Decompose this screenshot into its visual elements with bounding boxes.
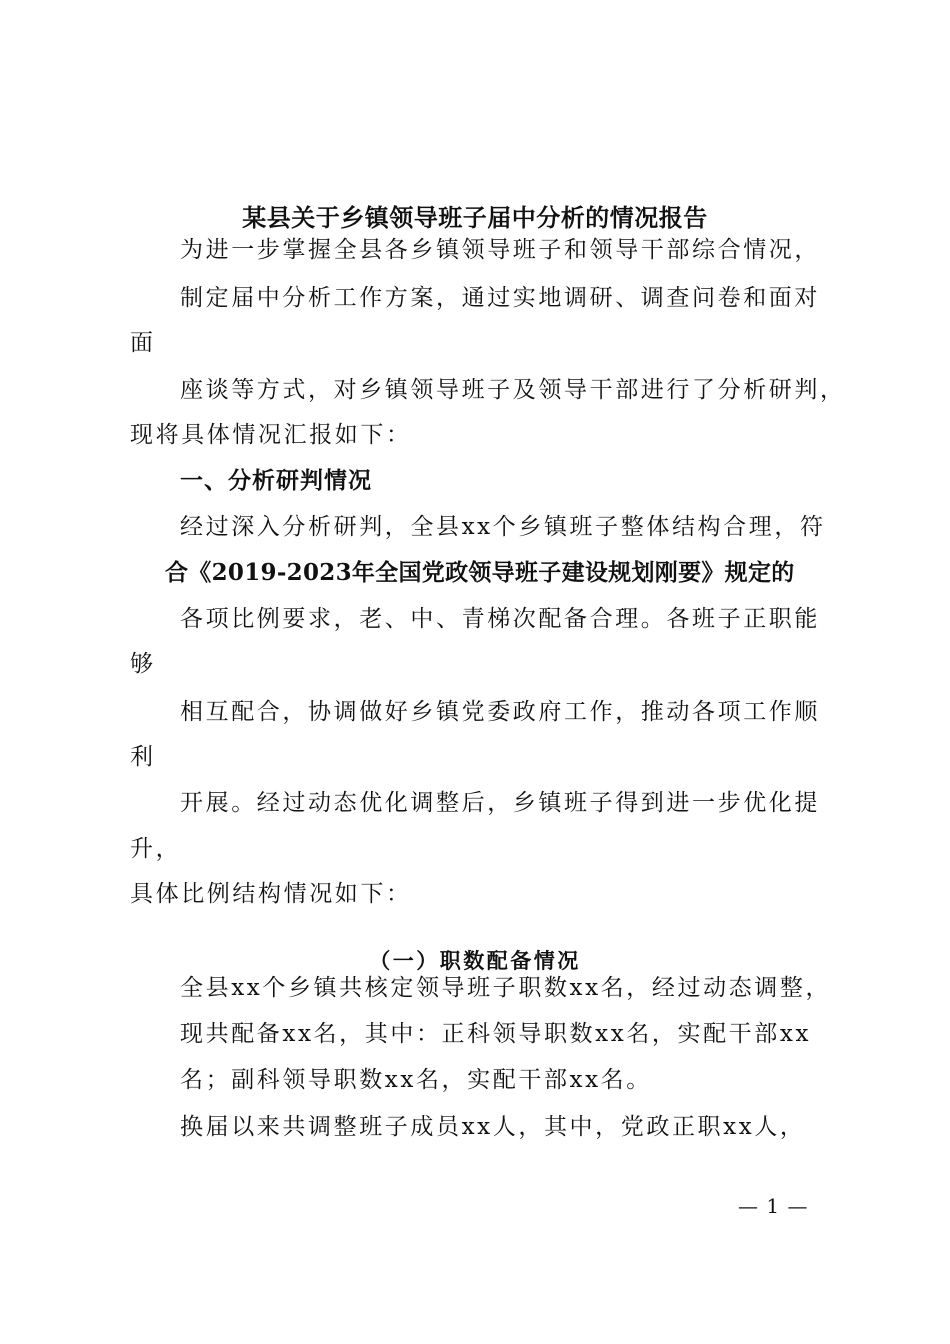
body-line: 现共配备xx名，其中：正科领导职数xx名，实配干部xx [180,1021,812,1047]
document-title: 某县关于乡镇领导班子届中分析的情况报告 [242,204,708,233]
body-line: 全县xx个乡镇共核定领导班子职数xx名，经过动态调整， [180,975,832,1001]
subsection-heading: （一）职数配备情况 [369,948,581,973]
intro-line: 为进一步掌握全县各乡镇领导班子和领导干部综合情况， [180,237,820,263]
body-line: 利 [130,744,156,770]
body-line: 开展。经过动态优化调整后，乡镇班子得到进一步优化提 [180,790,820,816]
body-line: 名；副科领导职数xx名，实配干部xx名。 [180,1067,652,1093]
page-number: — 1 — [738,1194,809,1218]
body-line: 经过深入分析研判，全县xx个乡镇班子整体结构合理，符 [180,514,826,540]
intro-line: 制定届中分析工作方案，通过实地调研、调查问卷和面对 [180,285,820,311]
section-heading: 一、分析研判情况 [180,468,372,494]
body-line: 具体比例结构情况如下： [130,881,412,907]
intro-line: 座谈等方式，对乡镇领导班子及领导干部进行了分析研判， [180,377,846,403]
intro-line: 面 [130,330,156,356]
body-line: 够 [130,651,156,677]
intro-line: 现将具体情况汇报如下： [130,422,412,448]
body-line: 合《2019-2023年全国党政领导班子建设规划刚要》规定的 [165,559,795,586]
body-line: 各项比例要求，老、中、青梯次配备合理。各班子正职能 [180,606,820,632]
body-line: 相互配合，协调做好乡镇党委政府工作，推动各项工作顺 [180,699,820,725]
body-line: 换届以来共调整班子成员xx人，其中，党政正职xx人， [180,1114,806,1140]
body-line: 升， [130,836,182,862]
